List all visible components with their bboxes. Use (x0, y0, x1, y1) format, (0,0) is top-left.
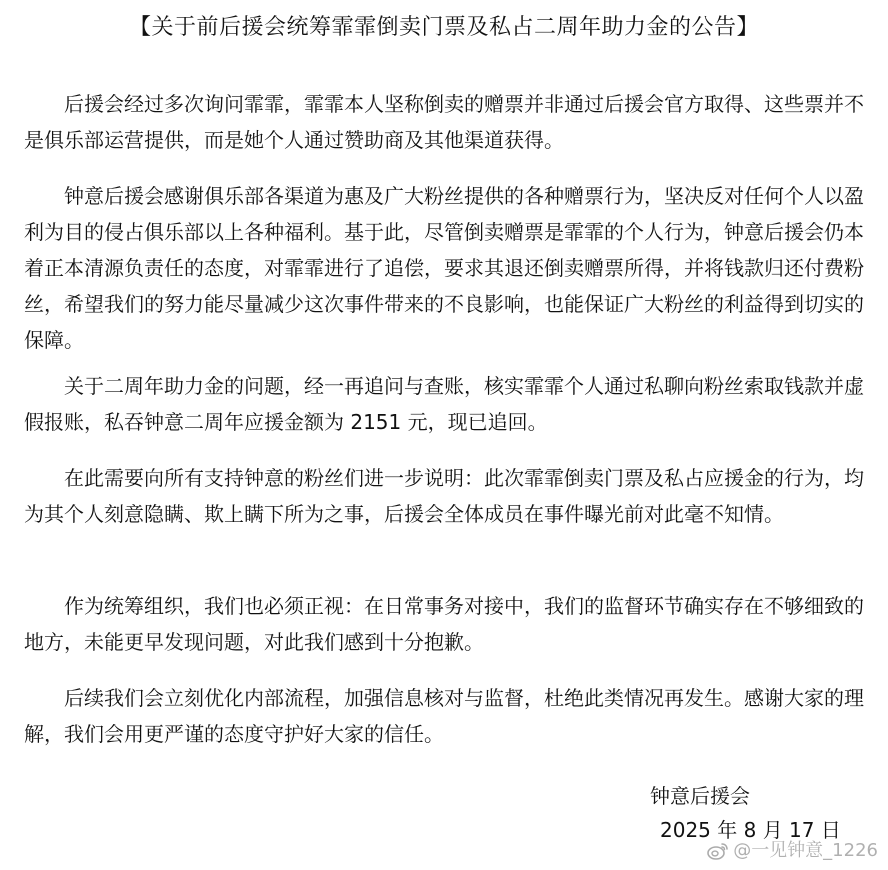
watermark (707, 840, 878, 862)
signature: 钟意后援会 (650, 784, 750, 808)
paragraph-2: 钟意后援会感谢俱乐部各渠道为惠及广大粉丝提供的各种赠票行为，坚决反对任何个人以盈利为目的侵占俱乐部以上各种福利。基于此，尽管倒卖赠票是霏霏的个人行为，钟意后援会仍本着正本清源负责任的态度，对霏霏进行了追偿，要求其退还倒卖赠票所得，并将钱款归还付费粉丝，希望我们的努力能尽量减少这次事件带来的不良影响，也能保证广大粉丝的利益得到切实的保障。 (24, 184, 864, 352)
date: 2025 年 8 月 17 日 (660, 818, 841, 842)
paragraph-5: 作为统筹组织，我们也必须正视：在日常事务对接中，我们的监督环节确实存在不够细致的地方，未能更早发现问题，对此我们感到十分抱歉。 (24, 594, 864, 654)
paragraph-1: 后援会经过多次询问霏霏，霏霏本人坚称倒卖的赠票并非通过后援会官方取得、这些票并不是俱乐部运营提供，而是她个人通过赞助商及其他渠道获得。 (24, 92, 864, 152)
announcement-title: 【关于前后援会统筹霏霏倒卖门票及私占二周年助力金的公告】 (128, 15, 759, 40)
paragraph-4: 在此需要向所有支持钟意的粉丝们进一步说明：此次霏霏倒卖门票及私占应援金的行为，均为其个人刻意隐瞒、欺上瞒下所为之事，后援会全体成员在事件曝光前对此毫不知情。 (24, 466, 864, 526)
paragraph-3: 关于二周年助力金的问题，经一再追问与查账，核实霏霏个人通过私聊向粉丝索取钱款并虚假报账，私吞钟意二周年应援金额为 2151 元，现已追回。 (24, 374, 864, 434)
paragraph-6: 后续我们会立刻优化内部流程，加强信息核对与监督，杜绝此类情况再发生。感谢大家的理解，我们会用更严谨的态度守护好大家的信任。 (24, 686, 864, 746)
watermark-text: @一见钟意_1226 (733, 840, 878, 861)
weibo-logo-icon (707, 842, 729, 860)
